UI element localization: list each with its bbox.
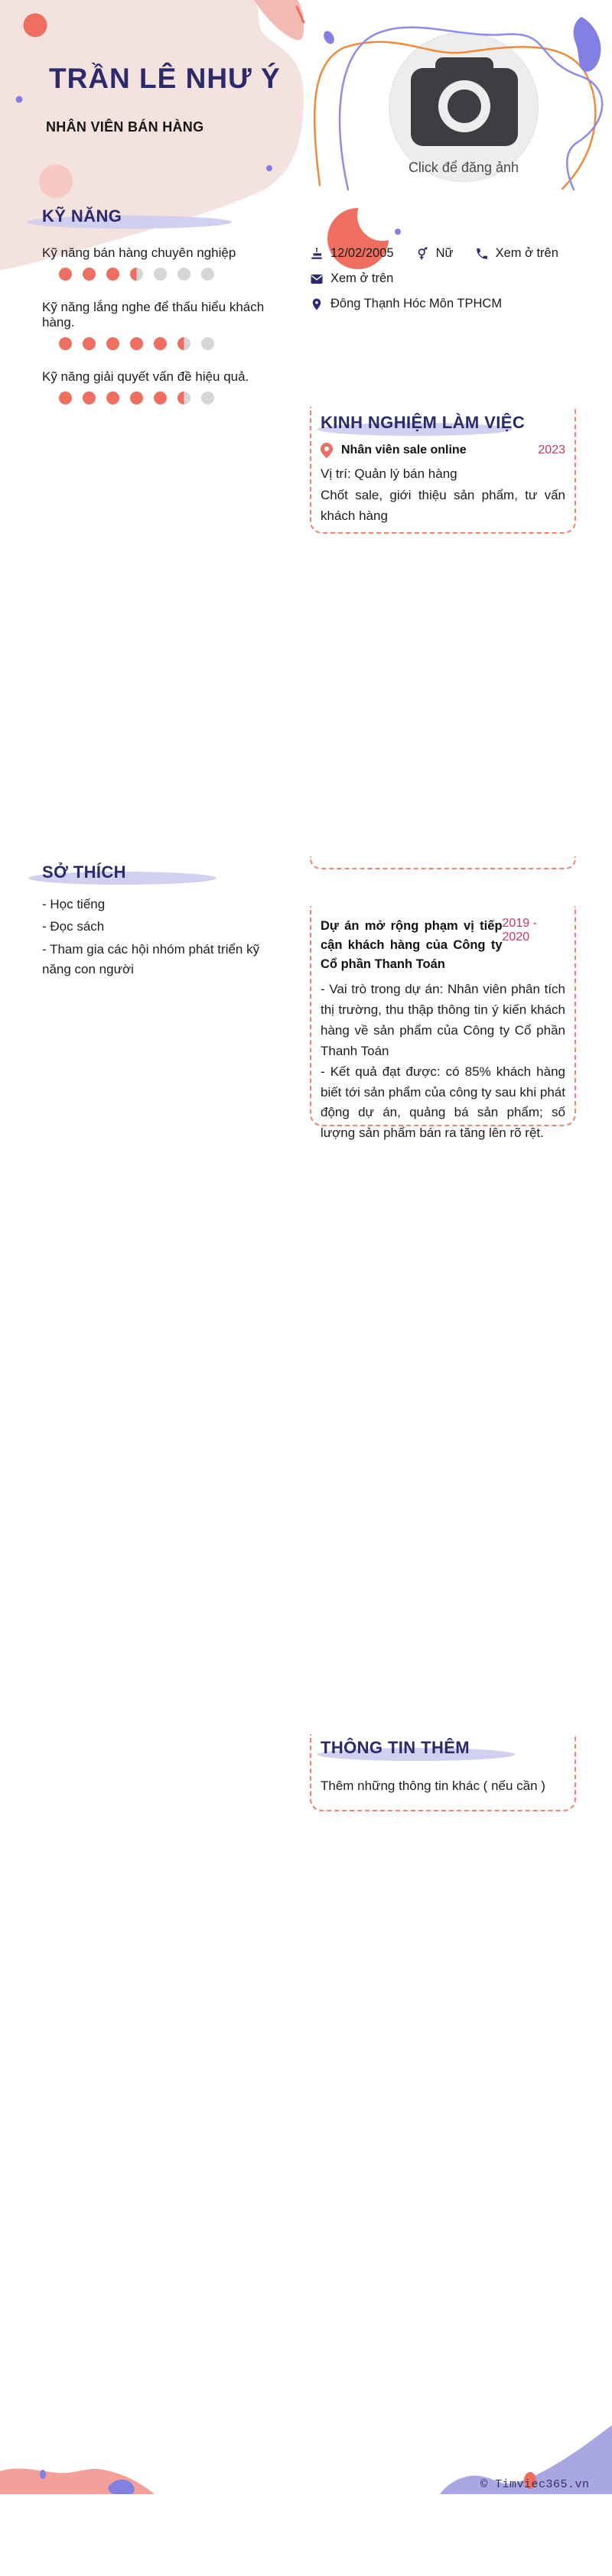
- rating-dot[interactable]: [106, 391, 119, 404]
- contact-birthday-value: 12/02/2005: [330, 246, 394, 260]
- gender-icon: [415, 247, 429, 261]
- skills-section: [42, 206, 288, 404]
- hobby-item[interactable]: - Học tiếng: [42, 897, 106, 911]
- job-position[interactable]: Vị trí: Quản lý bán hàng: [321, 466, 457, 481]
- rating-dot[interactable]: [83, 391, 96, 404]
- contact-phone-value: Xem ở trên: [495, 246, 558, 260]
- skill-label: Kỹ năng bán hàng chuyên nghiệp: [42, 245, 236, 260]
- contact-email[interactable]: [310, 271, 393, 286]
- skill-item[interactable]: [42, 300, 288, 350]
- experience-section: [310, 407, 576, 534]
- project-section: [310, 906, 576, 1141]
- rating-dot[interactable]: [106, 268, 119, 281]
- hobby-list: [42, 895, 288, 979]
- contact-address[interactable]: [310, 297, 502, 311]
- contact-phone[interactable]: [475, 246, 558, 261]
- skill-item[interactable]: [42, 245, 288, 281]
- job-period: 2023: [538, 443, 565, 456]
- rating-dot[interactable]: [83, 337, 96, 350]
- contact-address-value: Đông Thạnh Hóc Môn TPHCM: [330, 297, 503, 310]
- hobby-item[interactable]: - Tham gia các hội nhóm phát triển kỹ năng con người: [42, 941, 260, 977]
- candidate-name[interactable]: TRẦN LÊ NHƯ Ý: [49, 63, 281, 94]
- skill-rating-dots[interactable]: [59, 268, 288, 281]
- photo-upload-label: Click để đăng ảnh: [408, 160, 519, 175]
- experience-heading[interactable]: KINH NGHIỆM LÀM VIỆC: [321, 413, 525, 433]
- rating-dot[interactable]: [130, 337, 143, 350]
- project-title: Dự án mở rộng phạm vị tiếp cận khách hàng của Công ty Cổ phần Thanh Toán: [321, 919, 503, 972]
- birthday-cake-icon: [310, 247, 324, 261]
- project-period: 2019 - 2020: [502, 917, 537, 944]
- rating-dot[interactable]: [83, 268, 96, 281]
- contact-row: [310, 246, 610, 261]
- project-role: - Vai trò trong dự án: Nhân viên phân tích thị trường, thu thập thông tin ý kiến khách hàng về sản phẩm của Công ty Cổ phần Thanh Toán: [321, 982, 565, 1058]
- contact-gender[interactable]: [415, 246, 454, 261]
- rating-dot[interactable]: [177, 268, 190, 281]
- rating-dot[interactable]: [154, 337, 167, 350]
- rating-dot[interactable]: [130, 268, 143, 281]
- contact-birthday[interactable]: [310, 246, 394, 261]
- rating-dot[interactable]: [177, 337, 190, 350]
- location-pin-icon: [310, 297, 324, 311]
- rating-dot[interactable]: [201, 391, 214, 404]
- photo-upload[interactable]: [389, 32, 539, 182]
- rating-dot[interactable]: [130, 391, 143, 404]
- hobbies-section: [42, 862, 288, 982]
- project-result: - Kết quả đạt được: có 85% khách hàng biết tới sản phẩm của công ty sau khi phát động dự án, quảng bá sản phẩm; số lượng sản phẩm bán ra tăng lên rõ rệt.: [321, 1064, 565, 1141]
- hobby-item[interactable]: - Đọc sách: [42, 919, 105, 934]
- contact-section: [310, 246, 610, 322]
- rating-dot[interactable]: [154, 391, 167, 404]
- job-entry-header[interactable]: [321, 443, 565, 458]
- rating-dot[interactable]: [59, 268, 72, 281]
- rating-dot[interactable]: [154, 268, 167, 281]
- contact-email-value: Xem ở trên: [330, 271, 394, 285]
- rating-dot[interactable]: [59, 337, 72, 350]
- additional-info-section: [310, 1734, 576, 1811]
- skill-rating-dots[interactable]: [59, 337, 288, 350]
- contact-row: [310, 271, 610, 286]
- job-title-text: Nhân viên sale online: [341, 443, 467, 456]
- additional-info-heading[interactable]: THÔNG TIN THÊM: [321, 1738, 470, 1758]
- project-description[interactable]: [321, 979, 565, 1144]
- contact-row: [310, 297, 610, 311]
- hobbies-heading[interactable]: SỞ THÍCH: [42, 862, 126, 882]
- project-entry-header[interactable]: [321, 917, 565, 974]
- rating-dot[interactable]: [59, 391, 72, 404]
- candidate-job-title[interactable]: NHÂN VIÊN BÁN HÀNG: [46, 119, 204, 135]
- skill-label: Kỹ năng giải quyết vấn đề hiệu quả.: [42, 369, 249, 384]
- skill-label: Kỹ năng lắng nghe để thấu hiểu khách hàng.: [42, 300, 265, 330]
- experience-separator: [310, 856, 576, 869]
- rating-dot[interactable]: [201, 268, 214, 281]
- skill-item[interactable]: [42, 369, 288, 404]
- skills-heading[interactable]: KỸ NĂNG: [42, 206, 122, 226]
- phone-icon: [475, 247, 489, 261]
- skill-rating-dots[interactable]: [59, 391, 288, 404]
- copyright-text: © Timviec365.vn: [480, 2478, 590, 2491]
- rating-dot[interactable]: [177, 391, 190, 404]
- additional-info-note[interactable]: Thêm những thông tin khác ( nếu cần ): [321, 1779, 545, 1793]
- rating-dot[interactable]: [106, 337, 119, 350]
- contact-gender-value: Nữ: [435, 246, 454, 260]
- pin-icon: [321, 443, 333, 458]
- rating-dot[interactable]: [201, 337, 214, 350]
- job-description[interactable]: Chốt sale, giới thiệu sản phẩm, tư vấn khách hàng: [321, 488, 565, 523]
- camera-icon: [411, 57, 518, 149]
- mail-icon: [310, 272, 324, 286]
